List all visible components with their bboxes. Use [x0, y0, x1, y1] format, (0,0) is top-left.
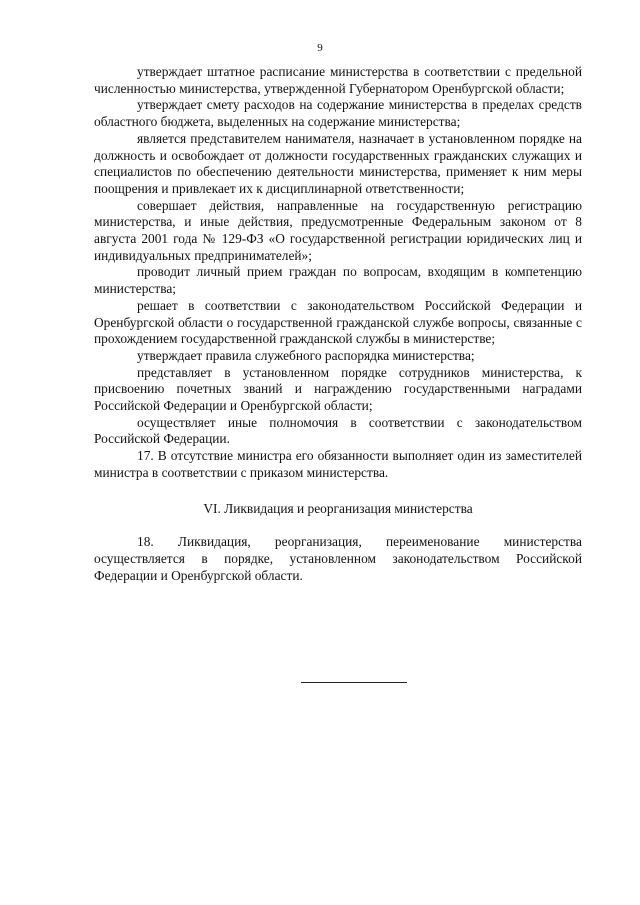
paragraph-clause-17: 17. В отсутствие министра его обязанности выполняет один из заместителей министра в соответствии с приказом министерства.: [94, 448, 582, 480]
paragraph: проводит личный прием граждан по вопросам, входящим в компетенцию министерства;: [94, 264, 582, 297]
page-number: 9: [317, 42, 323, 54]
end-separator-line: [301, 682, 407, 683]
paragraph: утверждает штатное расписание министерства в соответствии с предельной численностью министерства, утвержденной Губернатором Оренбургской области;: [94, 64, 582, 96]
document-body: [94, 64, 582, 584]
paragraph: является представителем нанимателя, назначает в установленном порядке на должность и освобождает от должности государственных гражданских служащих и специалистов по обеспечению деятельности министерства, применяет к ним меры поощрения и привлекает их к дисциплинарной ответственности;: [94, 130, 582, 196]
paragraph: представляет в установленном порядке сотрудников министерства, к присвоению почетных званий и награждению государственными наградами Российской Федерации и Оренбургской области;: [94, 364, 582, 414]
paragraph: осуществляет иные полномочия в соответствии с законодательством Российской Федерации.: [94, 414, 582, 447]
paragraph: утверждает смету расходов на содержание министерства в пределах средств областного бюджета, выделенных на содержание министерства;: [94, 97, 582, 130]
section-heading: VI. Ликвидация и реорганизация министерства: [203, 500, 473, 516]
paragraph-clause-18: 18. Ликвидация, реорганизация, переименование министерства осуществляется в порядке, установленном законодательством Российской Федерации и Оренбургской области.: [94, 534, 582, 583]
paragraph: утверждает правила служебного распорядка министерства;: [137, 347, 475, 363]
paragraph: решает в соответствии с законодательством Российской Федерации и Оренбургской области о государственной гражданской службе вопросы, связанные с прохождением государственной гражданской службы в министерстве;: [94, 297, 582, 347]
paragraph: совершает действия, направленные на государственную регистрацию министерства, и иные действия, предусмотренные Федеральным законом от 8 августа 2001 года № 129-ФЗ «О государственной регистрации юридических лиц и индивидуальных предпринимателей»;: [94, 197, 582, 263]
